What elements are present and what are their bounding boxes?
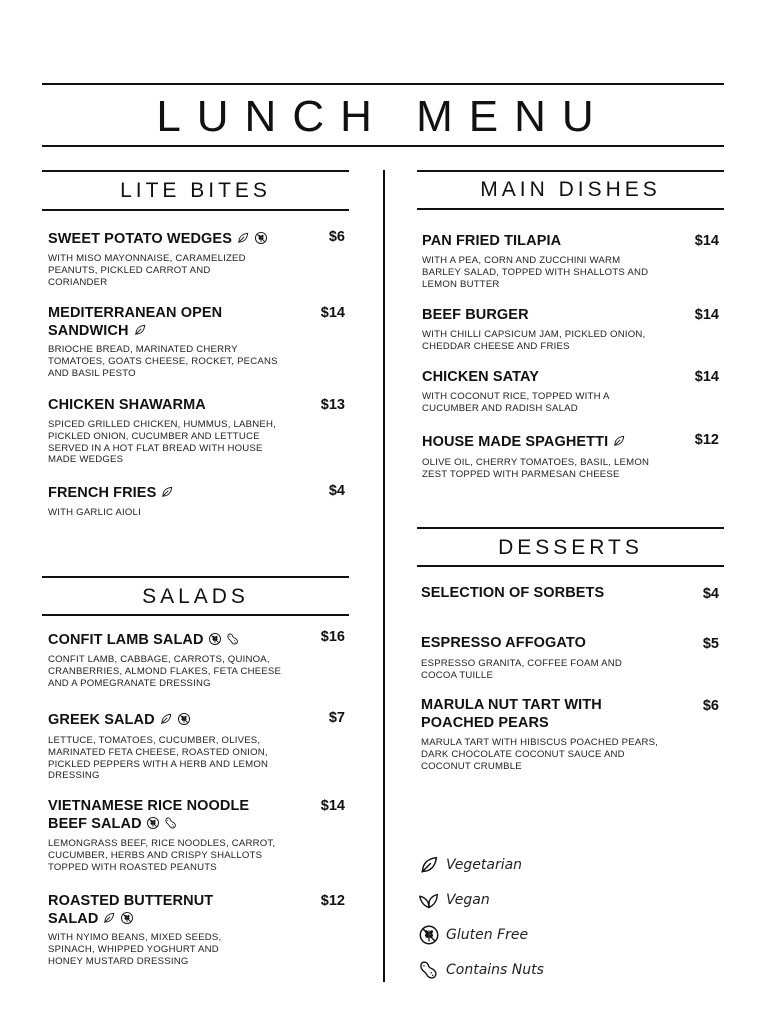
vegetarian-icon: [612, 434, 626, 448]
menu-item-description: WITH CHILLI CAPSICUM JAM, PICKLED ONION, CHEDDAR CHEESE AND FRIES: [422, 329, 646, 352]
double-leaf-icon: [418, 889, 440, 911]
main-dishes-heading: MAIN DISHES: [480, 178, 661, 201]
legend-label: Gluten Free: [446, 927, 529, 943]
legend-label: Vegetarian: [446, 857, 523, 873]
salads-bottom-rule: [42, 614, 349, 616]
menu-item-name: SWEET POTATO WEDGES: [48, 230, 308, 248]
legend-vegan: [418, 889, 490, 911]
menu-item-name: MARULA NUT TART WITH POACHED PEARS: [421, 697, 602, 731]
legend-contains-nuts: [418, 959, 544, 981]
legend-label: Contains Nuts: [446, 962, 544, 978]
desserts-top-rule: [417, 527, 724, 529]
vegetarian-icon: [133, 323, 147, 337]
vegetarian-icon: [102, 911, 116, 925]
gluten-free-icon: [254, 231, 268, 245]
lite-bites-top-rule: [42, 170, 349, 172]
gluten-free-icon: [120, 911, 134, 925]
column-divider: [383, 170, 385, 982]
legend-gluten-free: [418, 924, 528, 946]
menu-item-price: $16: [320, 629, 345, 645]
menu-item-description: ESPRESSO GRANITA, COFFEE FOAM AND COCOA TUILLE: [421, 658, 622, 681]
contains-nuts-icon: [226, 632, 240, 646]
menu-item-description: LEMONGRASS BEEF, RICE NOODLES, CARROT, CUCUMBER, HERBS AND CRISPY SHALLOTS TOPPED WITH ROASTED PEANUTS: [48, 838, 276, 873]
gluten-free-icon: [177, 712, 191, 726]
legend-vegetarian: [418, 854, 522, 876]
gluten-free-icon: [208, 632, 222, 646]
menu-item-description: MARULA TART WITH HIBISCUS POACHED PEARS, DARK CHOCOLATE COCONUT SAUCE AND COCONUT CRUMBLE: [421, 737, 659, 772]
menu-item-price: $5: [702, 636, 719, 652]
menu-item-price: $13: [320, 397, 345, 413]
menu-item-price: $6: [702, 698, 719, 714]
menu-item-description: LETTUCE, TOMATOES, CUCUMBER, OLIVES, MARINATED FETA CHEESE, ROASTED ONION, PICKLED PEPPERS WITH A HERB AND LEMON DRESSING: [48, 735, 269, 782]
menu-item-name: CHICKEN SHAWARMA: [48, 397, 206, 413]
menu-item-description: WITH GARLIC AIOLI: [48, 507, 141, 518]
menu-item-price: $12: [320, 893, 345, 909]
menu-item-price: $14: [694, 233, 719, 249]
legend-label: Vegan: [446, 892, 490, 908]
menu-item-name: HOUSE MADE SPAGHETTI: [422, 433, 682, 451]
menu-item-description: WITH NYIMO BEANS, MIXED SEEDS, SPINACH, WHIPPED YOGHURT AND HONEY MUSTARD DRESSING: [48, 932, 222, 967]
menu-item-description: BRIOCHE BREAD, MARINATED CHERRY TOMATOES, GOATS CHEESE, ROCKET, PECANS AND BASIL PESTO: [48, 344, 278, 379]
menu-item-price: $7: [328, 710, 345, 726]
contains-nuts-icon: [164, 816, 178, 830]
menu-item-description: OLIVE OIL, CHERRY TOMATOES, BASIL, LEMON ZEST TOPPED WITH PARMESAN CHEESE: [422, 457, 650, 480]
no-wheat-icon: [418, 924, 440, 946]
vegetarian-icon: [236, 231, 250, 245]
menu-item-price: $14: [694, 307, 719, 323]
menu-item-name: FRENCH FRIES: [48, 484, 298, 502]
menu-item-description: WITH MISO MAYONNAISE, CARAMELIZED PEANUTS, PICKLED CARROT AND CORIANDER: [48, 253, 246, 288]
salads-heading: SALADS: [142, 585, 249, 608]
vegetarian-icon: [160, 485, 174, 499]
main-dishes-top-rule: [417, 170, 724, 172]
menu-item-price: $4: [328, 483, 345, 499]
menu-item-price: $4: [702, 586, 719, 602]
menu-item-description: WITH A PEA, CORN AND ZUCCHINI WARM BARLEY SALAD, TOPPED WITH SHALLOTS AND LEMON BUTTER: [422, 255, 649, 290]
menu-item-name: MEDITERRANEAN OPEN SANDWICH: [48, 305, 223, 339]
menu-item-name: GREEK SALAD: [48, 711, 298, 729]
desserts-heading: DESSERTS: [498, 536, 643, 559]
lite-bites-heading: LITE BITES: [120, 179, 271, 202]
menu-item-price: $12: [694, 432, 719, 448]
menu-item-name: SELECTION OF SORBETS: [421, 585, 605, 601]
menu-item-name: ROASTED BUTTERNUT SALAD: [48, 893, 214, 927]
leaf-icon: [418, 854, 440, 876]
menu-item-name: ESPRESSO AFFOGATO: [421, 635, 586, 651]
lite-bites-bottom-rule: [42, 209, 349, 211]
title-bottom-rule: [42, 145, 724, 147]
main-dishes-bottom-rule: [417, 208, 724, 210]
title-top-rule: [42, 83, 724, 85]
menu-item-price: $14: [694, 369, 719, 385]
menu-item-name: VIETNAMESE RICE NOODLE BEEF SALAD: [48, 798, 250, 832]
salads-top-rule: [42, 576, 349, 578]
menu-item-name: CHICKEN SATAY: [422, 369, 540, 385]
menu-item-price: $14: [320, 798, 345, 814]
gluten-free-icon: [146, 816, 160, 830]
desserts-bottom-rule: [417, 565, 724, 567]
page-title: LUNCH MENU: [156, 92, 610, 141]
peanut-icon: [418, 959, 440, 981]
menu-item-description: CONFIT LAMB, CABBAGE, CARROTS, QUINOA, CRANBERRIES, ALMOND FLAKES, FETA CHEESE AND A POMEGRANATE DRESSING: [48, 654, 282, 689]
menu-item-description: WITH COCONUT RICE, TOPPED WITH A CUCUMBER AND RADISH SALAD: [422, 391, 610, 414]
menu-item-price: $14: [320, 305, 345, 321]
vegetarian-icon: [159, 712, 173, 726]
menu-item-description: SPICED GRILLED CHICKEN, HUMMUS, LABNEH, PICKLED ONION, CUCUMBER AND LETTUCE SERVED IN A HOT FLAT BREAD WITH HOUSE MADE WEDGES: [48, 419, 276, 466]
menu-item-price: $6: [328, 229, 345, 245]
menu-item-name: BEEF BURGER: [422, 307, 529, 323]
menu-item-name: CONFIT LAMB SALAD: [48, 631, 308, 649]
menu-item-name: PAN FRIED TILAPIA: [422, 233, 562, 249]
